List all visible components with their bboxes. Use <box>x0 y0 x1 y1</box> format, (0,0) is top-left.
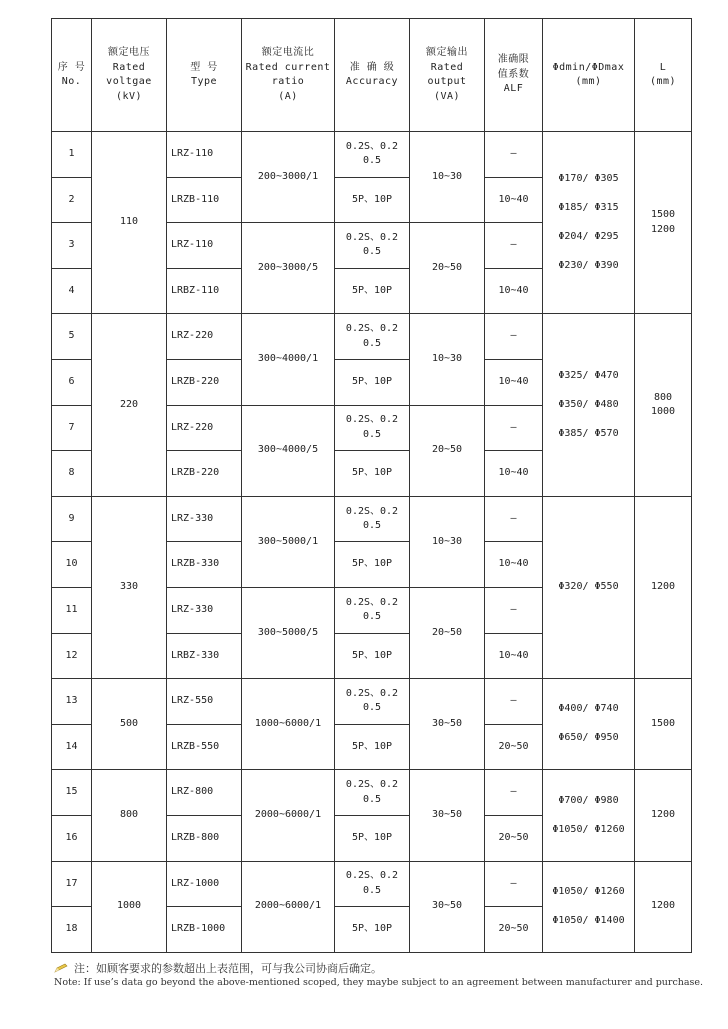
row-number: 15 <box>52 770 92 816</box>
alf-cell: — <box>485 496 543 542</box>
alf-cell: 10~40 <box>485 359 543 405</box>
type-cell: LRBZ-110 <box>167 268 242 314</box>
accuracy-cell: 5P、10P <box>335 907 410 953</box>
header-output: 额定输出 Rated output (VA) <box>410 19 485 132</box>
voltage-cell: 500 <box>92 679 167 770</box>
output-cell: 30~50 <box>410 861 485 952</box>
length-cell: 800 1000 <box>635 314 692 496</box>
dim-cell: Φ325/ Φ470 Φ350/ Φ480 Φ385/ Φ570 <box>543 314 635 496</box>
voltage-cell: 220 <box>92 314 167 496</box>
alf-cell: 10~40 <box>485 451 543 497</box>
row-number: 5 <box>52 314 92 360</box>
row-number: 8 <box>52 451 92 497</box>
alf-cell: — <box>485 132 543 178</box>
footnote-english-text: Note: If use’s data go beyond the above-mentioned scoped, they maybe subject to an agreement between manufacturer and purchase. <box>54 977 704 988</box>
type-cell: LRZ-110 <box>167 132 242 178</box>
ratio-cell: 2000~6000/1 <box>242 861 335 952</box>
row-number: 18 <box>52 907 92 953</box>
output-cell: 10~30 <box>410 314 485 405</box>
accuracy-cell: 5P、10P <box>335 177 410 223</box>
dim-cell: Φ320/ Φ550 <box>543 496 635 678</box>
voltage-cell: 330 <box>92 496 167 678</box>
footnote <box>54 960 704 988</box>
length-cell: 1200 <box>635 861 692 952</box>
alf-cell: — <box>485 587 543 633</box>
footnote-chinese-line <box>54 960 704 976</box>
accuracy-cell: 5P、10P <box>335 815 410 861</box>
ratio-cell: 300~4000/1 <box>242 314 335 405</box>
row-number: 13 <box>52 679 92 725</box>
type-cell: LRZ-110 <box>167 223 242 269</box>
alf-cell: 20~50 <box>485 724 543 770</box>
ratio-cell: 200~3000/5 <box>242 223 335 314</box>
row-number: 17 <box>52 861 92 907</box>
alf-cell: — <box>485 679 543 725</box>
ratio-cell: 300~4000/5 <box>242 405 335 496</box>
output-cell: 20~50 <box>410 405 485 496</box>
header-length: L (mm) <box>635 19 692 132</box>
type-cell: LRZ-220 <box>167 314 242 360</box>
voltage-cell: 110 <box>92 132 167 314</box>
header-ratio: 额定电流比 Rated current ratio (A) <box>242 19 335 132</box>
accuracy-cell: 0.2S、0.2 0.5 <box>335 770 410 816</box>
row-number: 4 <box>52 268 92 314</box>
length-cell: 1200 <box>635 496 692 678</box>
ratio-cell: 300~5000/1 <box>242 496 335 587</box>
type-cell: LRZB-550 <box>167 724 242 770</box>
output-cell: 10~30 <box>410 132 485 223</box>
output-cell: 30~50 <box>410 679 485 770</box>
alf-cell: 10~40 <box>485 542 543 588</box>
alf-cell: — <box>485 770 543 816</box>
alf-cell: — <box>485 223 543 269</box>
row-number: 10 <box>52 542 92 588</box>
type-cell: LRZ-330 <box>167 496 242 542</box>
table-row <box>52 861 692 907</box>
type-cell: LRZ-330 <box>167 587 242 633</box>
accuracy-cell: 5P、10P <box>335 542 410 588</box>
alf-cell: — <box>485 314 543 360</box>
accuracy-cell: 5P、10P <box>335 451 410 497</box>
header-row <box>52 19 692 132</box>
type-cell: LRZ-800 <box>167 770 242 816</box>
type-cell: LRBZ-330 <box>167 633 242 679</box>
dim-cell: Φ170/ Φ305 Φ185/ Φ315 Φ204/ Φ295 Φ230/ Φ390 <box>543 132 635 314</box>
type-cell: LRZB-110 <box>167 177 242 223</box>
alf-cell: 10~40 <box>485 177 543 223</box>
length-cell: 1200 <box>635 770 692 861</box>
accuracy-cell: 5P、10P <box>335 633 410 679</box>
ratio-cell: 200~3000/1 <box>242 132 335 223</box>
type-cell: LRZB-220 <box>167 359 242 405</box>
type-cell: LRZ-1000 <box>167 861 242 907</box>
row-number: 9 <box>52 496 92 542</box>
accuracy-cell: 0.2S、0.2 0.5 <box>335 861 410 907</box>
output-cell: 20~50 <box>410 587 485 678</box>
header-voltage: 额定电压 Rated voltgae (kV) <box>92 19 167 132</box>
table-row <box>52 132 692 178</box>
alf-cell: 10~40 <box>485 633 543 679</box>
table-row <box>52 496 692 542</box>
accuracy-cell: 0.2S、0.2 0.5 <box>335 132 410 178</box>
header-dim: Φdmin/ΦDmax (mm) <box>543 19 635 132</box>
row-number: 6 <box>52 359 92 405</box>
accuracy-cell: 0.2S、0.2 0.5 <box>335 314 410 360</box>
alf-cell: 20~50 <box>485 815 543 861</box>
output-cell: 20~50 <box>410 223 485 314</box>
type-cell: LRZB-800 <box>167 815 242 861</box>
accuracy-cell: 5P、10P <box>335 359 410 405</box>
row-number: 11 <box>52 587 92 633</box>
length-cell: 1500 <box>635 679 692 770</box>
type-cell: LRZ-220 <box>167 405 242 451</box>
footnote-chinese-text: 注：如顾客要求的参数超出上表范围，可与我公司协商后确定。 <box>74 962 382 975</box>
accuracy-cell: 0.2S、0.2 0.5 <box>335 679 410 725</box>
table-row <box>52 679 692 725</box>
row-number: 7 <box>52 405 92 451</box>
accuracy-cell: 5P、10P <box>335 268 410 314</box>
accuracy-cell: 0.2S、0.2 0.5 <box>335 223 410 269</box>
voltage-cell: 800 <box>92 770 167 861</box>
dim-cell: Φ400/ Φ740 Φ650/ Φ950 <box>543 679 635 770</box>
row-number: 12 <box>52 633 92 679</box>
header-accuracy: 准 确 级 Accuracy <box>335 19 410 132</box>
ratio-cell: 1000~6000/1 <box>242 679 335 770</box>
dim-cell: Φ1050/ Φ1260 Φ1050/ Φ1400 <box>543 861 635 952</box>
ratio-cell: 2000~6000/1 <box>242 770 335 861</box>
length-cell: 1500 1200 <box>635 132 692 314</box>
alf-cell: — <box>485 861 543 907</box>
output-cell: 30~50 <box>410 770 485 861</box>
type-cell: LRZB-1000 <box>167 907 242 953</box>
table-row <box>52 314 692 360</box>
dim-cell: Φ700/ Φ980 Φ1050/ Φ1260 <box>543 770 635 861</box>
type-cell: LRZB-330 <box>167 542 242 588</box>
ratio-cell: 300~5000/5 <box>242 587 335 678</box>
alf-cell: 10~40 <box>485 268 543 314</box>
row-number: 3 <box>52 223 92 269</box>
accuracy-cell: 0.2S、0.2 0.5 <box>335 405 410 451</box>
row-number: 1 <box>52 132 92 178</box>
table-row <box>52 770 692 816</box>
accuracy-cell: 0.2S、0.2 0.5 <box>335 496 410 542</box>
header-no: 序 号 No. <box>52 19 92 132</box>
type-cell: LRZB-220 <box>167 451 242 497</box>
alf-cell: — <box>485 405 543 451</box>
alf-cell: 20~50 <box>485 907 543 953</box>
accuracy-cell: 0.2S、0.2 0.5 <box>335 587 410 633</box>
row-number: 2 <box>52 177 92 223</box>
output-cell: 10~30 <box>410 496 485 587</box>
type-cell: LRZ-550 <box>167 679 242 725</box>
row-number: 16 <box>52 815 92 861</box>
row-number: 14 <box>52 724 92 770</box>
header-alf: 准确限 值系数 ALF <box>485 19 543 132</box>
voltage-cell: 1000 <box>92 861 167 952</box>
header-type: 型 号 Type <box>167 19 242 132</box>
accuracy-cell: 5P、10P <box>335 724 410 770</box>
pencil-note-icon <box>54 963 68 973</box>
spec-table <box>51 18 692 953</box>
